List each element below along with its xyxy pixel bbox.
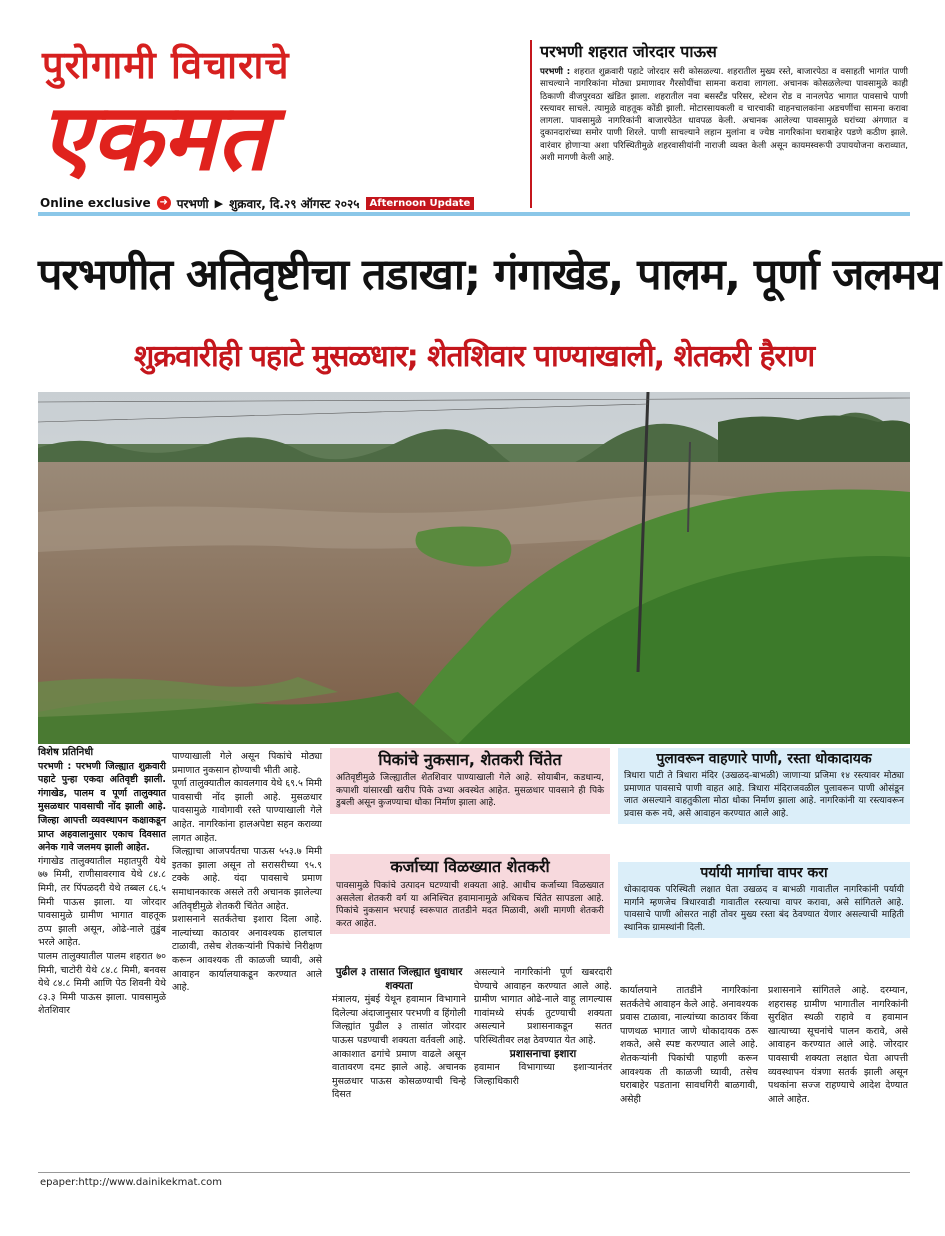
brief-article bbox=[530, 40, 908, 208]
dateline-city: परभणी bbox=[176, 196, 209, 211]
alternate-route-body: धोकादायक परिस्थिती लक्षात घेता उखळद व बाभळी गावातील नागरिकांनी पर्यायी मार्गाने म्हणजेच त्रिधारवाडी गावातील रस्त्याचा वापर करावा, असे सांगितले आहे. पावसाचे पाणी ओसरत नाही तोवर मुख्य रस्ता बंद ठेवण्यात येणार असल्याची माहिती स्थानिक ग्रामस्थांनी दिली. bbox=[624, 885, 904, 933]
masthead-tagline: पुरोगामी विचाराचे bbox=[42, 42, 290, 87]
epaper-link[interactable]: epaper:http://www.dainikekmat.com bbox=[40, 1177, 222, 1188]
article-paragraph: असल्याने नागरिकांनी पूर्ण खबरदारी घेण्याचे आवाहन करण्यात आले आहे. ग्रामीण भागात ओढे-नाले वाहू लागल्यास गावांमध्ये संपर्क तुटण्याची शक्यता असल्याने प्रशासनाकडून सतत परिस्थितीवर लक्ष ठेवण्यात येत आहे. bbox=[474, 967, 612, 1046]
debt-title: कर्जाच्या विळख्यात शेतकरी bbox=[390, 857, 550, 876]
article-paragraph: कार्यालयाने तातडीने नागरिकांना सतर्कतेचे आवाहन केले आहे. अनावश्यक प्रवास टाळावा, नाल्यांच्या काठावर किंवा पाणथळ भागात जाणे धोकादायक ठरू शकते, असे स्पष्ट करण्यात आले आहे. शेतकऱ्यांनी पिकांची पाहणी करून आवश्यक ती काळजी घ्यावी, तसेच घराबाहेर पडताना सावधगिरी बाळगावी, असेही bbox=[620, 985, 758, 1105]
debt-box bbox=[330, 854, 610, 934]
article-paragraph: हवामान विभागाच्या इशाऱ्यानंतर जिल्हाधिकारी bbox=[474, 1062, 612, 1087]
byline: विशेष प्रतिनिधी bbox=[38, 747, 94, 758]
bridge-title: पुलावरून वाहणारे पाणी, रस्ता धोकादायक bbox=[656, 751, 872, 767]
brief-lead: परभणी : bbox=[540, 67, 571, 77]
article-column-3 bbox=[332, 966, 466, 1102]
update-badge: Afternoon Update bbox=[366, 197, 475, 210]
article-paragraph: जिल्ह्याचा आजपर्यंतचा पाऊस ५५३.७ मिमी इतका झाला असून तो सरासरीच्या ९५.९ टक्के आहे. यंदा पावसाचे प्रमाण समाधानकारक असले तरी अचानक झालेल्या अतिवृष्टीमुळे शेतकरी चिंतेत आहेत. bbox=[172, 846, 322, 912]
article-paragraph: मंत्रालय, मुंबई येथून हवामान विभागाने दिलेल्या अंदाजानुसार परभणी व हिंगोली जिल्ह्यांत पुढील ३ तासांत जोरदार पाऊस पडण्याची शक्यता वर्तवली आहे. आकाशात ढगांचे प्रमाण वाढले असून वातावरण दमट झाले आहे. अचानक मुसळधार पाऊस कोसळण्याची चिन्हे दिसत bbox=[332, 994, 466, 1101]
online-exclusive-label: Online exclusive bbox=[40, 196, 151, 210]
arrow-right-icon: ➜ bbox=[157, 196, 171, 210]
brief-text: शहरात शुक्रवारी पहाटे जोरदार सरी कोसळल्या. शहरातील मुख्य रस्ते, बाजारपेठा व वसाहती भागांत पाणी साचल्याने नागरिकांना मोठ्या प्रमाणावर गैरसोयींचा सामना करावा लागला. अचानक कोसळलेल्या पावसामुळे काही ठिकाणी वीजपुरवठा खंडित झाला. शहरातील नवा बसस्टँड परिसर, स्टेशन रोड व नानलपेठ भागात पावसाचे पाणी रस्त्यावर साचले. त्यामुळे वाहतूक कोंडी झाली. मोटारसायकली व चारचाकी वाहनचालकांना अडचणींचा सामना करावा लागला. पावसामुळे नागरिकांनी बाजारपेठेत धावपळ केली. अचानक आलेल्या पावसामुळे घरांच्या अंगणात व दुकानदारांच्या समोर पाणी शिरले. पाणी साचल्याने लहान मुलांना व ज्येष्ठ नागरिकांना घराबाहेर पडणे कठीण झाले. वारंवार होणाऱ्या अशा परिस्थितीमुळे शहरवासीयांनी नाराजी व्यक्त केली असून कायमस्वरूपी उपाययोजना कराव्यात, अशी मागणी केली आहे. bbox=[540, 67, 908, 164]
article-column-2 bbox=[172, 750, 322, 995]
masthead-logo: एकमत bbox=[40, 83, 269, 191]
article-lead: परभणी : परभणी जिल्ह्यात शुक्रवारी पहाटे पुन्हा एकदा अतिवृष्टी झाली. गंगाखेड, पालम व पूर्णा तालुक्यात मुसळधार पावसाची नोंद झाली आहे. जिल्हा आपत्ती व्यवस्थापन कक्षाकडून प्राप्त अहवालानुसार एकाच दिवसात अनेक गावे जलमय झाली आहेत. bbox=[38, 760, 166, 854]
dateline-date: शुक्रवार, दि.२९ ऑगस्ट २०२५ bbox=[229, 196, 360, 211]
debt-body: पावसामुळे पिकांचे उत्पादन घटण्याची शक्यता आहे. आधीच कर्जाच्या विळख्यात असलेला शेतकरी वर्ग या अनिश्चित हवामानामुळे अधिकच चिंतेत सापडला आहे. पिकांचे नुकसान भरपाई स्वरूपात तातडीने मदत मिळावी, अशी मागणी शेतकरी करत आहेत. bbox=[336, 881, 604, 929]
article-paragraph: पालम तालुक्यातील पालम शहरात ७० मिमी, चाटोरी येथे ८४.८ मिमी, बनवस येथे ८४.८ मिमी आणि पेठ शिवनी येथे ८३.३ मिमी पाऊस झाला. पावसामुळे शेतशिवार bbox=[38, 950, 166, 1017]
alternate-route-box bbox=[618, 862, 910, 938]
bridge-box bbox=[618, 748, 910, 824]
headline-block bbox=[38, 222, 941, 388]
footer bbox=[38, 1172, 910, 1195]
article-paragraph: प्रशासनाने सतर्कतेचा इशारा दिला आहे. नाल्यांच्या काठावर अनावश्यक हालचाल टाळावी, तसेच शेतकऱ्यांनी पिकांचे निरीक्षण करून आवश्यक ती काळजी घ्यावी, असे आवाहन कार्यालयाकडून करण्यात आले आहे. bbox=[172, 914, 322, 994]
crop-loss-box bbox=[330, 748, 610, 814]
admin-warning-subhead: प्रशासनाचा इशारा bbox=[509, 1047, 577, 1060]
sub-headline: शुक्रवारीही पहाटे मुसळधार; शेतशिवार पाण्याखाली, शेतकरी हैराण bbox=[133, 339, 815, 374]
alternate-route-title: पर्यायी मार्गाचा वापर करा bbox=[700, 865, 828, 881]
forecast-subhead: पुढील ३ तासात जिल्ह्यात धुवाधार शक्यता bbox=[335, 966, 463, 992]
bridge-body: त्रिधारा पाटी ते त्रिधारा मंदिर (उखळद-बाभळी) जाणाऱ्या प्रजिमा १४ रस्त्यावर मोठ्या प्रमाणात पावसाचे पाणी वाहत आहे. त्रिधारा मंदिराजवळील पुलावरून पाणी ओसंडून जात असल्याने वाहतुकीला मोठा धोका निर्माण झाला आहे. नागरिकांनी या रस्त्यावरून प्रवास करू नये, असे आवाहन करण्यात आले आहे. bbox=[624, 771, 904, 819]
main-headline: परभणीत अतिवृष्टीचा तडाखा; गंगाखेड, पालम, पूर्णा जलमय bbox=[38, 250, 941, 300]
article-column-4 bbox=[474, 966, 612, 1088]
play-icon: ▶ bbox=[214, 196, 224, 210]
article-column-1 bbox=[38, 746, 166, 1018]
flood-photo bbox=[38, 392, 910, 744]
dateline bbox=[40, 194, 520, 212]
article-column-6 bbox=[768, 984, 908, 1106]
article-paragraph: पूर्णा तालुक्यातील कावलगाव येथे ६९.५ मिमी पावसाची नोंद झाली आहे. मुसळधार पावसामुळे गावोगावी रस्ते पाण्याखाली गेले आहेत. नागरिकांना हालअपेष्टा सहन कराव्या लागत आहेत. bbox=[172, 778, 322, 844]
crop-loss-body: अतिवृष्टीमुळे जिल्ह्यातील शेतशिवार पाण्याखाली गेले आहे. सोयाबीन, कडधान्य, कपाशी यांसारखी खरीप पिके उभ्या अवस्थेत आहेत. मुसळधार पावसाने ही पिके डुबली असून कुजण्याचा धोका निर्माण झाला आहे. bbox=[336, 773, 604, 808]
article-paragraph: प्रशासनाने सांगितले आहे. दरम्यान, शहरासह ग्रामीण भागातील नागरिकांनी सुरक्षित स्थळी राहावे व हवामान खात्याच्या सूचनांचे पालन करावे, असे आवाहन करण्यात आले आहे. जोरदार पावसाची शक्यता लक्षात घेता आपत्ती व्यवस्थापन यंत्रणा सतर्क झाली असून पथकांना सज्ज राहण्याचे आदेश देण्यात आले आहेत. bbox=[768, 985, 908, 1105]
brief-body bbox=[540, 66, 908, 164]
article-paragraph: पाण्याखाली गेले असून पिकांचे मोठ्या प्रमाणात नुकसान होण्याची भीती आहे. bbox=[172, 751, 322, 776]
article-column-5 bbox=[620, 984, 758, 1106]
crop-loss-title: पिकांचे नुकसान, शेतकरी चिंतेत bbox=[378, 750, 562, 769]
brief-title: परभणी शहरात जोरदार पाऊस bbox=[540, 42, 717, 61]
separator-rule bbox=[38, 212, 910, 216]
article-paragraph: गंगाखेड तालुक्यातील महातपुरी येथे ७७ मिमी, राणीसावरगाव येथे ८४.८ मिमी, तर पिंपळदरी येथे तब्बल ८६.५ मिमी पाऊस झाला. या जोरदार पावसामुळे ग्रामीण भागात वाहतूक ठप्प झाली असून, ओढे-नाले तुडुंब भरले आहेत. bbox=[38, 855, 166, 949]
